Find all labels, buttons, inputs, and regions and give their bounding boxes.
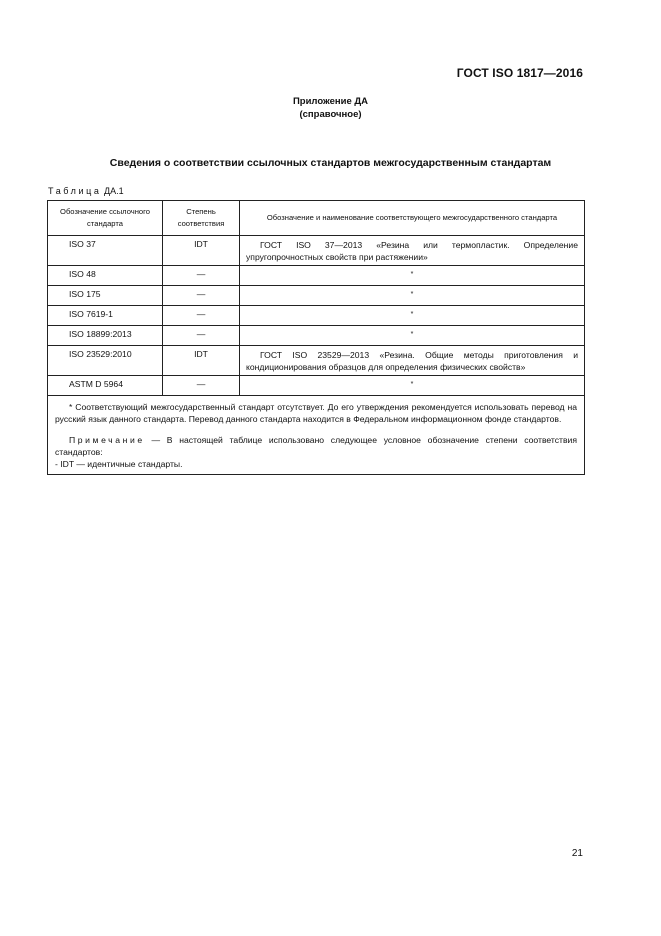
document-code-header: ГОСТ ISO 1817—2016 [456,66,583,80]
footnote-asterisk: * [410,381,414,388]
degree-cell: — [163,266,240,286]
interstate-standard-cell [240,346,585,376]
reference-standard-cell: ISO 37 [48,236,163,266]
degree-cell: IDT [163,346,240,376]
annex-subtitle: (справочное) [299,109,362,120]
interstate-standard-text: ГОСТ ISO 37—2013 «Резина или термопластик. Определение упругопрочностных свойств при растяжении» [246,240,578,262]
degree-cell: — [163,286,240,306]
degree-cell: — [163,326,240,346]
interstate-standard-cell [240,326,585,346]
page-number: 21 [571,848,583,859]
table-label-word: Таблица [48,186,102,196]
interstate-standard-cell [240,266,585,286]
table-row [48,306,585,326]
reference-standard-cell: ISO 48 [48,266,163,286]
interstate-standard-text: ГОСТ ISO 23529—2013 «Резина. Общие методы приготовления и кондиционирования образцов для определения физических свойств» [246,350,578,372]
reference-standard-cell: ASTM D 5964 [48,376,163,396]
interstate-standard-cell [240,236,585,266]
table-row [48,236,585,266]
table-row [48,376,585,396]
note-list-item: - IDT — идентичные стандарты. [55,459,183,469]
annex-title: Приложение ДА [292,96,369,107]
table-row [48,286,585,306]
table-label [48,186,124,196]
reference-standard-cell: ISO 23529:2010 [48,346,163,376]
degree-cell: IDT [163,236,240,266]
interstate-standard-cell [240,306,585,326]
table-label-number: ДА.1 [104,186,124,196]
standards-table [47,200,585,475]
column-header-interstate-standard: Обозначение и наименование соответствующего межгосударственного стандарта [240,201,585,236]
table-row [48,326,585,346]
column-header-reference: Обозначение ссылочного стандарта [48,201,163,236]
degree-cell: — [163,306,240,326]
footnote-asterisk: * [410,291,414,298]
reference-standard-cell: ISO 7619-1 [48,306,163,326]
note-text: — В настоящей таблице использовано следующее условное обозначение степени соответствия стандартов: [55,435,577,457]
note-paragraph [55,434,577,458]
reference-standard-cell: ISO 175 [48,286,163,306]
footnote-asterisk: * [410,311,414,318]
degree-cell: — [163,376,240,396]
column-header-degree: Степень соответствия [163,201,240,236]
note-label: Примечание [69,435,145,445]
interstate-standard-cell [240,376,585,396]
footnote-text: * Соответствующий межгосударственный стандарт отсутствует. До его утверждения рекомендуется использовать перевод на русский язык данного стандарта. Перевод данного стандарта находится в Федеральном информационном фонде стандартов. [55,402,577,424]
footnote-asterisk: * [410,331,414,338]
table-row [48,346,585,376]
footnote-asterisk: * [410,271,414,278]
interstate-standard-cell [240,286,585,306]
section-title: Сведения о соответствии ссылочных стандартов межгосударственным стандартам [109,157,552,169]
table-row [48,266,585,286]
table-footer-row [48,396,585,475]
table-footer [48,396,585,475]
reference-standard-cell: ISO 18899:2013 [48,326,163,346]
table-header-row [48,201,585,236]
